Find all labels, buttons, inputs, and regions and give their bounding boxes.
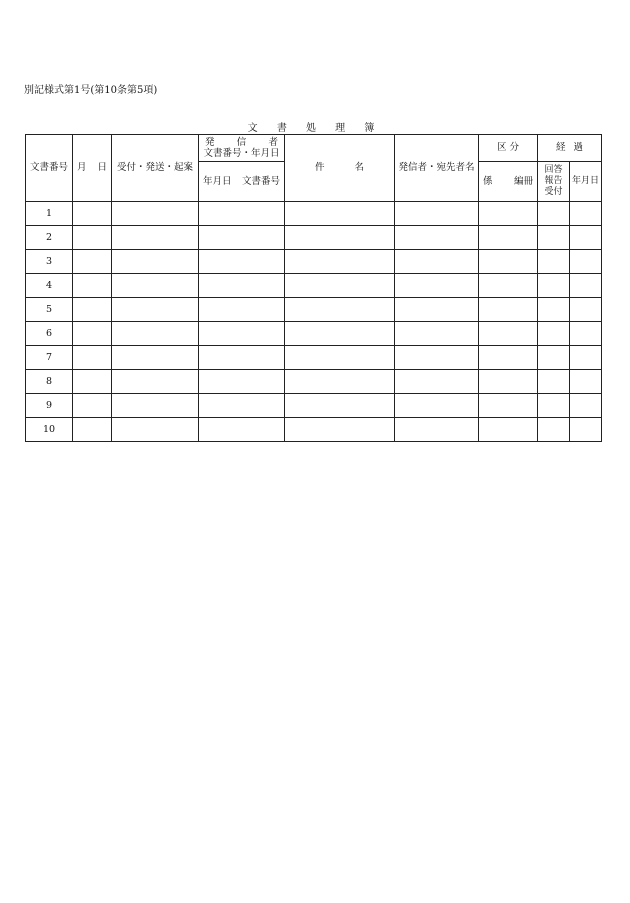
table-row	[26, 298, 602, 322]
table-cell	[199, 418, 285, 442]
table-cell	[395, 346, 479, 370]
header-doc-number: 文書番号	[26, 135, 73, 202]
header-sender-number: 文書番号	[241, 175, 280, 187]
table-cell	[199, 250, 285, 274]
table-cell	[395, 202, 479, 226]
header-category-staff: 係	[483, 175, 493, 187]
header-sender-bottom	[199, 162, 285, 202]
table-cell	[285, 370, 395, 394]
table-cell	[285, 226, 395, 250]
table-row	[26, 394, 602, 418]
table-cell	[73, 346, 112, 370]
row-number: 7	[26, 346, 73, 370]
header-progress-char-1: 経	[556, 142, 566, 154]
table-cell	[199, 370, 285, 394]
header-subject-char-2: 名	[354, 162, 364, 174]
table-cell	[199, 202, 285, 226]
header-day: 日	[97, 162, 107, 174]
table-cell	[570, 418, 602, 442]
header-row-top	[26, 135, 602, 162]
header-month-day	[73, 135, 112, 202]
header-subject	[285, 135, 395, 202]
row-number: 3	[26, 250, 73, 274]
table-cell	[538, 394, 570, 418]
table-cell	[395, 394, 479, 418]
header-sender	[199, 135, 285, 162]
table-cell	[199, 298, 285, 322]
table-cell	[199, 226, 285, 250]
table-row	[26, 274, 602, 298]
table-row	[26, 346, 602, 370]
table-cell	[538, 418, 570, 442]
row-number: 8	[26, 370, 73, 394]
table-cell	[112, 322, 199, 346]
header-category-char-2: 分	[509, 142, 519, 154]
table-cell	[395, 226, 479, 250]
table-row	[26, 226, 602, 250]
table-cell	[285, 298, 395, 322]
header-subject-char-1: 件	[315, 162, 325, 174]
table-cell	[538, 298, 570, 322]
table-cell	[285, 322, 395, 346]
table-cell	[570, 346, 602, 370]
table-cell	[479, 298, 538, 322]
table-cell	[73, 298, 112, 322]
header-progress-answer	[538, 162, 570, 202]
table-row	[26, 370, 602, 394]
table-cell	[538, 322, 570, 346]
header-progress-answer-line-3: 受付	[544, 186, 563, 197]
table-cell	[570, 298, 602, 322]
header-progress-answer-line-1: 回答	[544, 165, 563, 176]
header-sender-date: 年月日	[203, 175, 232, 187]
document-title: 文 書 処 理 簿	[247, 123, 383, 134]
table-cell	[479, 370, 538, 394]
table-row	[26, 202, 602, 226]
table-cell	[479, 250, 538, 274]
table-cell	[285, 274, 395, 298]
table-cell	[395, 322, 479, 346]
table-cell	[73, 274, 112, 298]
table-cell	[73, 418, 112, 442]
table-cell	[112, 274, 199, 298]
table-cell	[570, 202, 602, 226]
table-cell	[112, 418, 199, 442]
row-number: 9	[26, 394, 73, 418]
table-cell	[479, 346, 538, 370]
table-cell	[112, 370, 199, 394]
header-sender-sub: 文書番号・年月日	[203, 148, 280, 159]
table-cell	[73, 322, 112, 346]
row-number: 6	[26, 322, 73, 346]
table-cell	[395, 418, 479, 442]
header-receive-send-draft: 受付・発送・起案	[112, 135, 199, 202]
table-row	[26, 250, 602, 274]
table-cell	[199, 274, 285, 298]
table-cell	[112, 298, 199, 322]
row-number: 5	[26, 298, 73, 322]
header-category	[479, 135, 538, 162]
table-cell	[570, 250, 602, 274]
register-body	[26, 202, 602, 442]
table-cell	[285, 250, 395, 274]
header-category-sub	[479, 162, 538, 202]
table-cell	[538, 370, 570, 394]
table-cell	[199, 394, 285, 418]
table-cell	[538, 346, 570, 370]
table-cell	[73, 202, 112, 226]
table-cell	[479, 322, 538, 346]
table-cell	[538, 250, 570, 274]
table-cell	[112, 226, 199, 250]
row-number: 10	[26, 418, 73, 442]
table-cell	[570, 322, 602, 346]
table-cell	[112, 250, 199, 274]
header-sender-char-3: 者	[268, 136, 278, 148]
table-cell	[199, 322, 285, 346]
header-sender-char-2: 信	[236, 136, 247, 148]
table-cell	[285, 202, 395, 226]
table-cell	[112, 346, 199, 370]
table-cell	[73, 250, 112, 274]
header-progress-answer-line-2: 報告	[544, 176, 563, 187]
table-cell	[285, 346, 395, 370]
table-cell	[479, 394, 538, 418]
table-cell	[538, 226, 570, 250]
header-sender-recipient: 発信者・宛先者名	[395, 135, 479, 202]
header-progress	[538, 135, 602, 162]
table-cell	[395, 370, 479, 394]
table-cell	[395, 298, 479, 322]
table-cell	[73, 226, 112, 250]
header-sender-char-1: 発	[205, 136, 215, 148]
table-cell	[570, 226, 602, 250]
form-number: 別記様式第1号(第10条第5項)	[24, 85, 158, 96]
header-progress-char-2: 過	[573, 142, 583, 154]
table-cell	[285, 418, 395, 442]
table-cell	[538, 274, 570, 298]
table-row	[26, 322, 602, 346]
table-cell	[395, 250, 479, 274]
table-cell	[479, 418, 538, 442]
table-cell	[73, 394, 112, 418]
header-category-char-1: 区	[497, 142, 507, 154]
row-number: 2	[26, 226, 73, 250]
table-cell	[199, 346, 285, 370]
table-cell	[285, 394, 395, 418]
header-progress-date: 年月日	[570, 162, 602, 202]
table-cell	[479, 274, 538, 298]
table-cell	[479, 202, 538, 226]
table-row	[26, 418, 602, 442]
header-month: 月	[77, 162, 87, 174]
table-cell	[395, 274, 479, 298]
table-cell	[112, 394, 199, 418]
document-register-table	[25, 134, 602, 442]
row-number: 4	[26, 274, 73, 298]
table-cell	[570, 370, 602, 394]
table-cell	[538, 202, 570, 226]
header-category-volume: 編冊	[513, 175, 533, 187]
row-number: 1	[26, 202, 73, 226]
table-cell	[112, 202, 199, 226]
table-cell	[570, 274, 602, 298]
table-cell	[479, 226, 538, 250]
table-cell	[570, 394, 602, 418]
table-cell	[73, 370, 112, 394]
